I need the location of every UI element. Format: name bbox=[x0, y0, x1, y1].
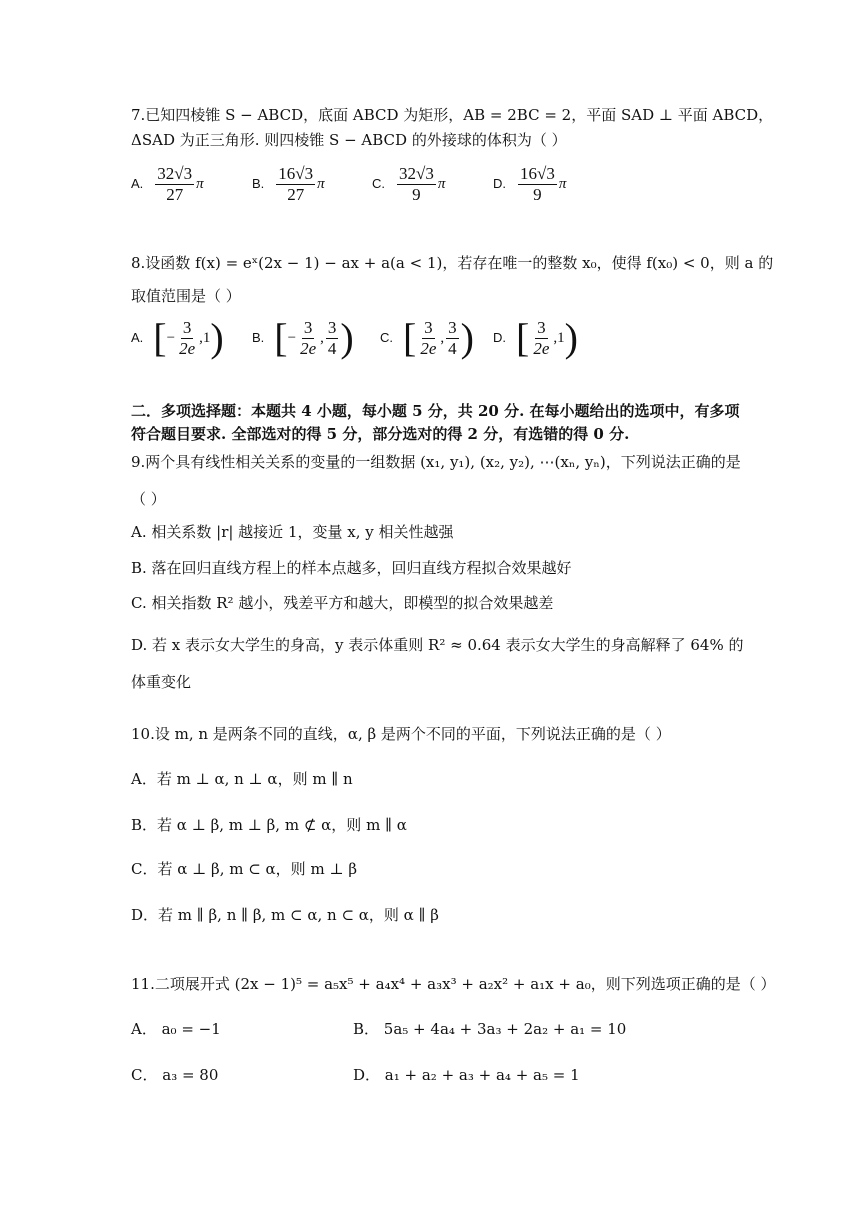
q7-stem-line2: ΔSAD 为正三角形. 则四棱锥 S − ABCD 的外接球的体积为（ ） bbox=[131, 131, 567, 149]
q8-stem-line1: 8.设函数 f(x) = eˣ(2x − 1) − ax + a(a < 1)，若存在唯一的整数 x₀，使得 f(x₀) < 0，则 a 的 bbox=[131, 254, 774, 272]
q8-option-a: A. [ − $\frac{3}{2e}$ ,1 ) bbox=[131, 315, 224, 361]
q10-option-a: A．若 m ⊥ α, n ⊥ α，则 m ∥ n bbox=[131, 770, 353, 788]
q11-option-d: D． a₁ + a₂ + a₃ + a₄ + a₅ = 1 bbox=[353, 1066, 580, 1084]
q7-option-b: B. $\frac{16√3}{27}$ π bbox=[252, 164, 325, 204]
q7-option-d: D. $\frac{16√3}{9}$ π bbox=[493, 164, 567, 204]
q7-option-a: A. $\frac{32√3}{27}$ π bbox=[131, 164, 204, 204]
q9-option-d-line1: D. 若 x 表示女大学生的身高，y 表示体重则 R² ≈ 0.64 表示女大学生的身高解释了 64% 的 bbox=[131, 636, 744, 654]
q9-option-c: C. 相关指数 R² 越小，残差平方和越大，即模型的拟合效果越差 bbox=[131, 594, 554, 612]
q10-stem: 10.设 m, n 是两条不同的直线，α, β 是两个不同的平面，下列说法正确的是（ ） bbox=[131, 725, 671, 743]
q7-stem-line1: 7.已知四棱锥 S − ABCD，底面 ABCD 为矩形，AB = 2BC = 2，平面 SAD ⊥ 平面 ABCD， bbox=[131, 106, 774, 124]
section-heading-line2: 符合题目要求. 全部选对的得 5 分，部分选对的得 2 分，有选错的得 0 分. bbox=[131, 425, 630, 443]
q7-option-c: C. $\frac{32√3}{9}$ π bbox=[372, 164, 446, 204]
q9-option-d-line2: 体重变化 bbox=[131, 673, 192, 691]
q10-option-d: D．若 m ∥ β, n ∥ β, m ⊂ α, n ⊂ α，则 α ∥ β bbox=[131, 906, 439, 924]
q8-stem-line2: 取值范围是（ ） bbox=[131, 287, 241, 305]
section-heading-line1: 二．多项选择题：本题共 4 小题，每小题 5 分，共 20 分. 在每小题给出的选项中，有多项 bbox=[131, 402, 740, 420]
fraction: $\frac{32√3}{27}$ bbox=[157, 164, 193, 204]
q8-option-d: D. [ $\frac{3}{2e}$ ,1 ) bbox=[493, 315, 578, 361]
fraction: $\frac{3}{2e}$ bbox=[300, 318, 317, 358]
fraction: $\frac{16√3}{9}$ bbox=[520, 164, 555, 204]
q11-option-c: C． a₃ = 80 bbox=[131, 1066, 219, 1084]
fraction: $\frac{3}{4}$ bbox=[448, 318, 457, 358]
q9-stem-line2: （ ） bbox=[131, 490, 166, 508]
q11-option-a: A． a₀ = −1 bbox=[131, 1020, 221, 1038]
q10-option-b: B．若 α ⊥ β, m ⊥ β, m ⊄ α，则 m ∥ α bbox=[131, 816, 407, 834]
q11-option-b: B． 5a₅ + 4a₄ + 3a₃ + 2a₂ + a₁ = 10 bbox=[353, 1020, 627, 1038]
fraction: $\frac{32√3}{9}$ bbox=[399, 164, 434, 204]
fraction: $\frac{3}{2e}$ bbox=[179, 318, 196, 358]
q11-stem: 11.二项展开式 (2x − 1)⁵ = a₅x⁵ + a₄x⁴ + a₃x³ + a₂x² + a₁x + a₀，则下列选项正确的是（ ） bbox=[131, 975, 776, 993]
q9-option-a: A. 相关系数 |r| 越接近 1，变量 x, y 相关性越强 bbox=[131, 523, 454, 541]
q9-stem-line1: 9.两个具有线性相关关系的变量的一组数据 (x₁, y₁), (x₂, y₂), ⋯(xₙ, yₙ)，下列说法正确的是 bbox=[131, 453, 741, 471]
fraction: $\frac{16√3}{27}$ bbox=[278, 164, 314, 204]
fraction: $\frac{3}{2e}$ bbox=[533, 318, 550, 358]
fraction: $\frac{3}{4}$ bbox=[327, 318, 337, 358]
q8-option-b: B. [ − $\frac{3}{2e}$ , $\frac{3}{4}$ ) bbox=[252, 315, 354, 361]
q9-option-b: B. 落在回归直线方程上的样本点越多，回归直线方程拟合效果越好 bbox=[131, 559, 572, 577]
q10-option-c: C．若 α ⊥ β, m ⊂ α，则 m ⊥ β bbox=[131, 860, 357, 878]
fraction: $\frac{3}{2e}$ bbox=[420, 318, 437, 358]
q8-option-c: C. [ $\frac{3}{2e}$ , $\frac{3}{4}$ ) bbox=[380, 315, 474, 361]
